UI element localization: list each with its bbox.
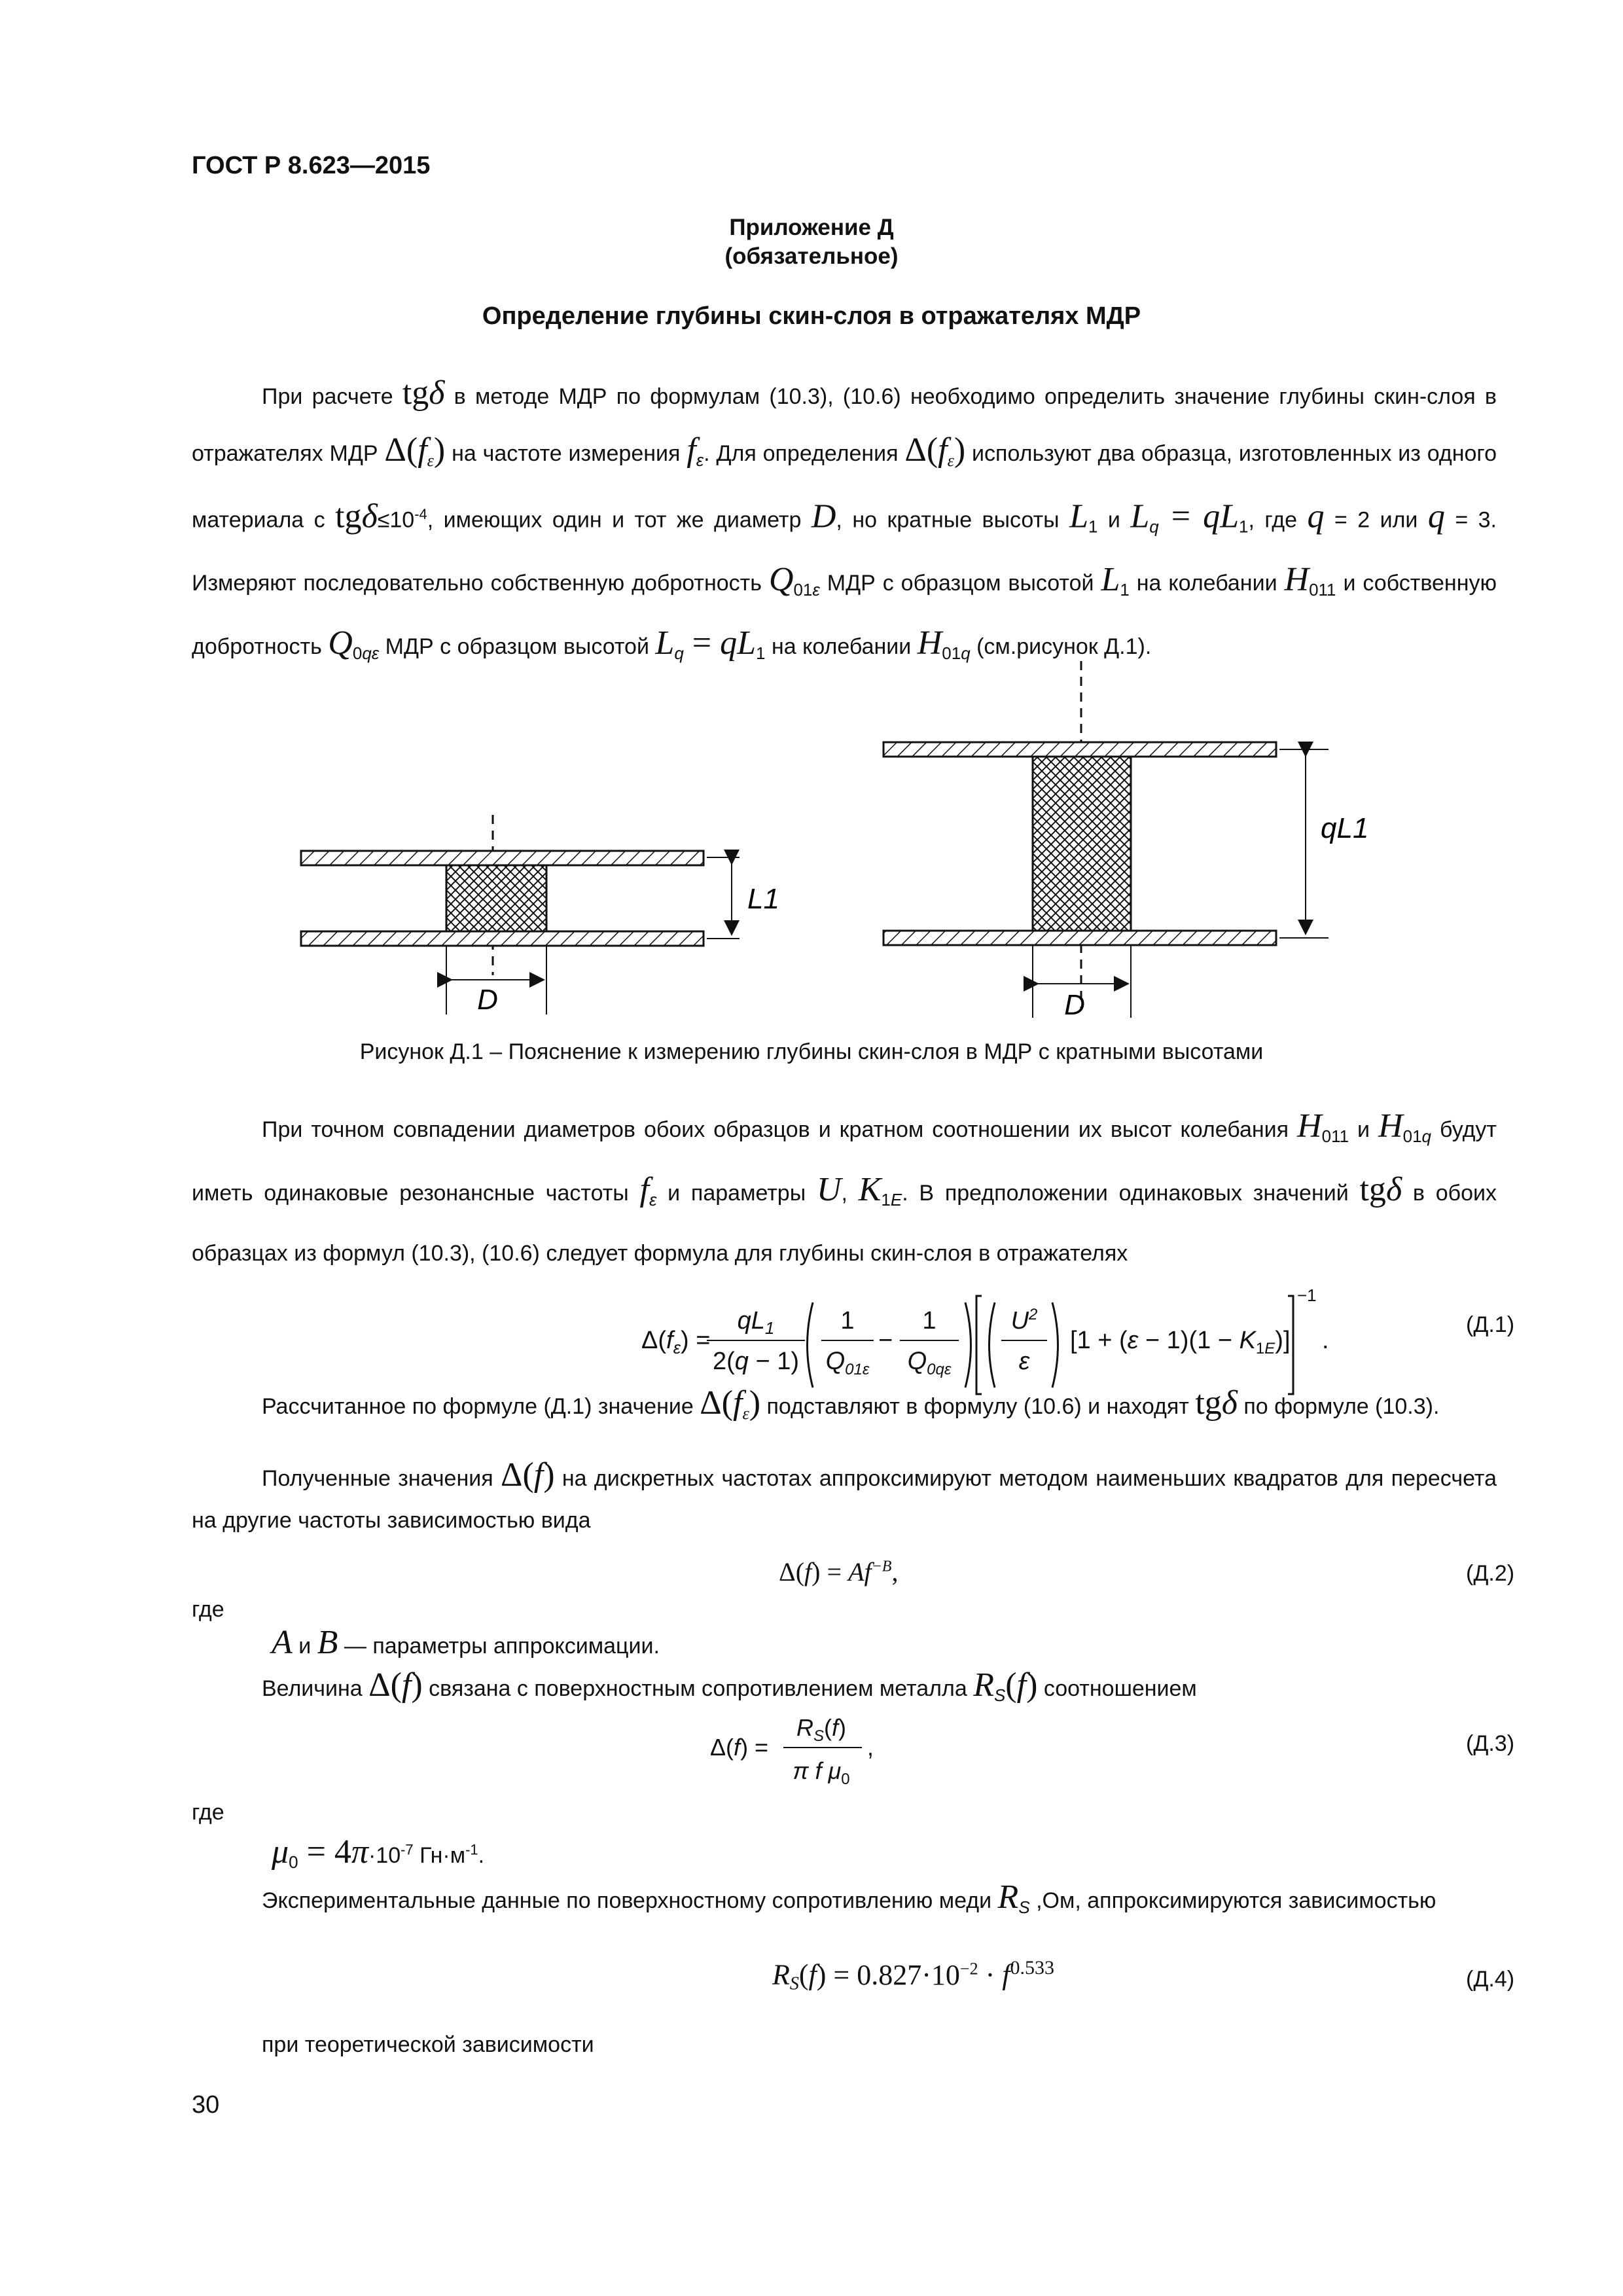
figure-resonator-diagram: [281, 661, 1369, 1028]
right-sample: [1033, 757, 1131, 931]
svg-text:Δ(fε) =: $\Delta(f_\varepsilon)$ =: [641, 1327, 711, 1357]
equation-d4: $RS(f) = 0.827\cdot 10^{-2} \cdot f^{0.533}$: [772, 1957, 1054, 1994]
left-top-plate: [301, 851, 704, 865]
final-line: при теоретической зависимости: [262, 2032, 594, 2057]
equation-number-d1: (Д.1): [1466, 1312, 1515, 1337]
appendix-label: Приложение Д: [729, 215, 894, 240]
paragraph-6: Экспериментальные данные по поверхностному сопротивлению меди $R_S$ ,Ом, аппроксимируются зависимостью: [262, 1878, 1436, 1917]
right-height-label: qL1: [1321, 812, 1369, 844]
svg-text:U2: $U^2$: [1010, 1306, 1038, 1335]
equation-number-d3: (Д.3): [1466, 1731, 1515, 1756]
params-line: A и B — параметры аппроксимации.: [272, 1624, 660, 1661]
page-number: 30: [192, 2091, 220, 2119]
paragraph-5: Величина Δ(f) связана с поверхностным сопротивлением металла $R_S(f)$ соотношением: [262, 1666, 1197, 1705]
right-diameter-label: D: [1064, 989, 1085, 1021]
mu-line: $\mu_0 = 4\pi\cdot 10^{-7}$ $Гн\cdot м^{-1}$.: [272, 1833, 485, 1872]
equation-d2: $\Delta(f) = Af^{-B}$,: [779, 1557, 899, 1587]
where-label-2: где: [192, 1800, 224, 1825]
svg-text:ε: ε: [1018, 1348, 1030, 1375]
left-diameter-label: D: [477, 984, 498, 1016]
figure-caption: Рисунок Д.1 – Пояснение к измерению глубины скин-слоя в МДР с кратными высотами: [359, 1039, 1264, 1064]
left-resonator: [301, 815, 779, 1016]
left-bottom-plate: [301, 931, 704, 946]
appendix-title: Определение глубины скин-слоя в отражателях МДР: [482, 302, 1141, 330]
right-top-plate: [883, 742, 1276, 757]
equation-number-d2: (Д.2): [1466, 1561, 1515, 1586]
svg-text:π f μ0: π f $\mu_0$: [793, 1757, 850, 1788]
svg-text:1: 1: [922, 1307, 936, 1335]
left-height-label: L1: [747, 883, 779, 915]
intro-paragraph: При расчете tgδ в методе МДР по формулам (10.3), (10.6) необходимо определить значение глубины скин-слоя в отражателях МДР $\Delta(f_\varepsilon)$ на частоте измерения $f_\varepsilon$. Для определения $\Delta(f_\varepsilon)$ используют два образца, изготовленных из одного материала с $tg\delta\le 10^{-4}$, имеющих один и тот же диаметр D, но кратные высоты $L_1$ и $L_q = qL_1$, где q = 2 или q = 3. Измеряют последовательно собственную добротность $Q_{01\varepsilon}$ МДР с образцом высотой $L_1$ на колебании $H_{011}$ и собственную добротность $Q_{0q\varepsilon}$ МДР с образцом высотой $L_q = qL_1$ на колебании $H_{01q}$ (см.рисунок Д.1).: [192, 374, 1497, 664]
svg-text:[1 + (ε − 1)(1 − K1E)]: $[1 + (\varepsilon - 1)(1 - K_{1E})]$: [1070, 1327, 1291, 1357]
paragraph-4: Полученные значения Δ(f) на дискретных частотах аппроксимируют методом наименьших квадратов для пересчета на другие частоты зависимостью вида: [192, 1456, 1497, 1533]
svg-text:Q01ε: $Q_{01\varepsilon}$: [825, 1348, 870, 1378]
svg-text:,: ,: [867, 1734, 874, 1761]
document-id: ГОСТ Р 8.623—2015: [192, 152, 431, 179]
where-label-1: где: [192, 1597, 224, 1622]
svg-text:RS(f): $R_S(f)$: [796, 1714, 847, 1745]
right-resonator: [883, 661, 1368, 1021]
equation-d3: [710, 1708, 906, 1793]
right-bottom-plate: [883, 931, 1276, 945]
paragraph-3: Рассчитанное по формуле (Д.1) значение $\Delta(f_\varepsilon)$ подставляют в формулу (10.6) и находят tgδ по формуле (10.3).: [262, 1384, 1440, 1423]
svg-text:qL1: $qL_1$: [737, 1307, 775, 1338]
svg-text:Q0qε: $Q_{0q\varepsilon}$: [907, 1348, 952, 1378]
svg-text:.: .: [1322, 1327, 1329, 1354]
svg-text:1: 1: [840, 1307, 855, 1335]
svg-text:−: −: [878, 1327, 893, 1354]
svg-text:Δ(f) =: Δ(f) =: [710, 1734, 769, 1761]
equation-number-d4: (Д.4): [1466, 1967, 1515, 1992]
svg-text:2(q − 1): 2(q − 1): [712, 1348, 800, 1375]
svg-text:−1: −1: [1297, 1285, 1317, 1305]
appendix-status: (обязательное): [724, 243, 899, 269]
left-sample: [446, 865, 546, 931]
paragraph-2: При точном совпадении диаметров обоих образцов и кратном соотношении их высот колебания $H_{011}$ и $H_{01q}$ будут иметь одинаковые резонансные частоты $f_\varepsilon$ и параметры U, $K_{1E}$. В предположении одинаковых значений tgδ в обоих образцах из формул (10.3), (10.6) следует формула для глубины скин-слоя в отражателях: [192, 1107, 1497, 1266]
